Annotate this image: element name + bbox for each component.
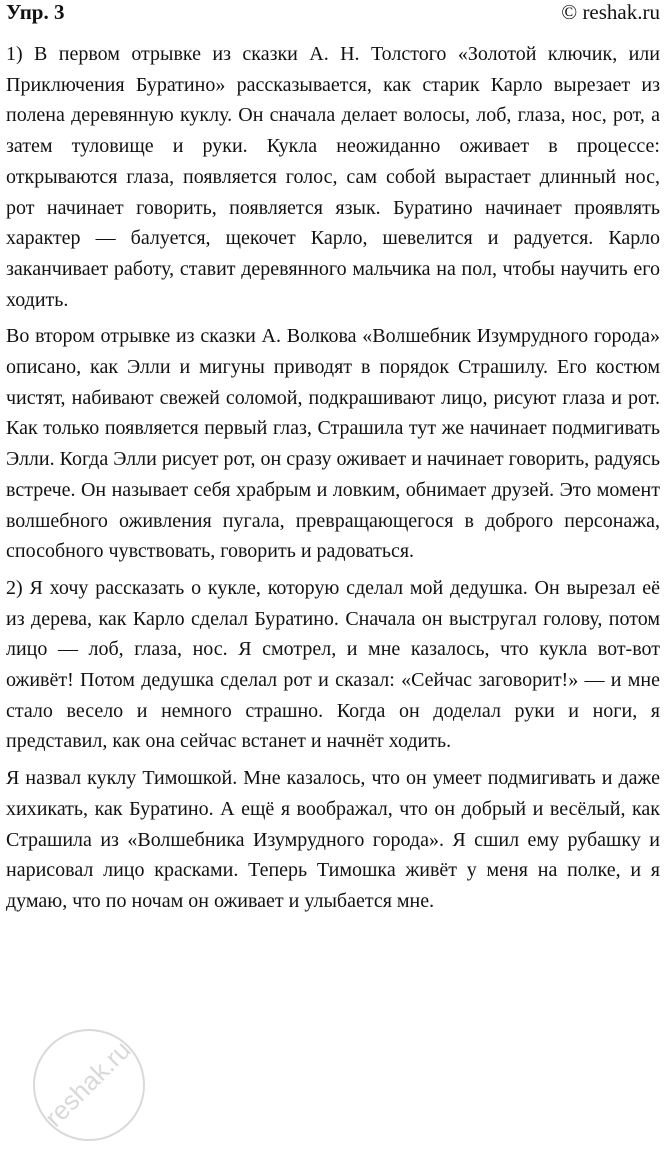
answer-text [6,39,660,923]
watermark-text: reshak.ru [38,1034,137,1133]
paragraph-3: 2) Я хочу рассказать о кукле, которую сделал мой дедушка. Он вырезал её из дерева, как Карло сделал Буратино. Сначала он выстругал голову, потом лицо — лоб, глаза, нос. Я смотрел, и мне казалось, что кукла вот-вот оживёт! Потом дедушка сделал рот и сказал: «Сейчас заговорит!» — и мне стало весело и немного страшно. Когда он доделал руки и ноги, я представил, как она сейчас встанет и начнёт ходить. [6,576,660,753]
page-header [6,0,660,24]
exercise-label: Упр. 3 [6,0,65,24]
copyright-label: © reshak.ru [561,0,660,24]
paragraph-4: Я назвал куклу Тимошкой. Мне казалось, что он умеет подмигивать и даже хихикать, как Буратино. А ещё я воображал, что он добрый и весёлый, как Страшила из «Волшебника Изумрудного города». Я сшил ему рубашку и нарисовал лицо красками. Теперь Тимошка живёт у меня на полке, и я думаю, что по ночам он оживает и улыбается мне. [6,767,660,912]
paragraph-1: 1) В первом отрывке из сказки А. Н. Толстого «Золотой ключик, или Приключения Буратино» рассказывается, как старик Карло вырезает из полена деревянную куклу. Он сначала делает волосы, лоб, глаза, нос, рот, а затем туловище и руки. Кукла неожиданно оживает в процессе: открываются глаза, появляется голос, сам собой вырастает длинный нос, рот начинает говорить, появляется язык. Буратино начинает проявлять характер — балуется, щекочет Карло, шевелится и радуется. Карло заканчивает работу, ставит деревянного мальчика на пол, чтобы научить его ходить. [6,43,660,311]
paragraph-2: Во втором отрывке из сказки А. Волкова «Волшебник Изумрудного города» описано, как Элли и мигуны приводят в порядок Страшилу. Его костюм чистят, набивают свежей соломой, подкрашивают лицо, рисуют глаза и рот. Как только появляется первый глаз, Страшила тут же начинает подмигивать Элли. Когда Элли рисует рот, он сразу оживает и начинает говорить, радуясь встрече. Он называет себя храбрым и ловким, обнимает друзей. Это момент волшебного оживления пугала, превращающегося в доброго персонажа, способного чувствовать, говорить и радоваться. [6,325,660,563]
reshak-watermark-stamp [14,1010,164,1160]
